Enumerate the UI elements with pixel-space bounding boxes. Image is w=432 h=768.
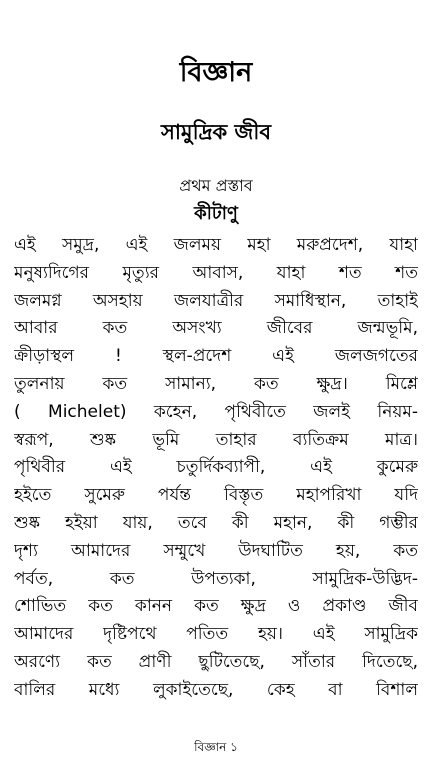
body-line: আবার কত অসংখ্য জীবের জন্মভূমি, [14,318,418,339]
body-line: স্বরূপ, শুষ্ক ভূমি তাহার ব্যতিক্রম মাত্র। [14,429,418,450]
section-title: কীটাণু [194,203,238,224]
body-line: এই সমুদ্র, এই জলময় মহা মরুপ্রদেশ, যাহা [14,235,418,255]
body-line: পর্বত, কত উপত্যকা, সামুদ্রিক-উদ্ভিদ- [14,568,418,589]
body-line: মনুষ্যদিগের মৃত্যুর আবাস, যাহা শত শত [14,262,418,283]
page-footer: বিজ্ঞান ১ [194,740,238,754]
body-paragraph [14,232,418,705]
body-line: ক্রীড়াস্থল ! স্থল-প্রদেশ এই জলজগতের [14,346,418,367]
body-line: অরণ্যে কত প্রাণী ছুটিতেছে, সাঁতার দিতেছে, [14,651,418,672]
body-line: তুলনায় কত সামান্য, কত ক্ষুদ্র। মিশ্লে [14,373,418,394]
body-line: জলমগ্ন অসহায় জলযাত্রীর সমাধিস্থান, তাহাই [14,290,418,311]
chapter-title: সামুদ্রিক জীব [160,120,272,144]
body-line: হইতে সুমেরু পর্যন্ত বিস্তৃত মহাপরিখা যদি [14,485,418,506]
section-label: প্রথম প্রস্তাব [179,176,253,195]
body-line: শুষ্ক হইয়া যায়, তবে কী মহান, কী গম্ভীর [14,512,418,533]
book-title: বিজ্ঞান [179,57,253,88]
body-line: আমাদের দৃষ্টিপথে পতিত হয়। এই সামুদ্রিক [14,624,418,645]
body-line: বালির মধ্যে লুকাইতেছে, কেহ বা বিশাল [14,679,418,700]
body-line: ( Michelet) কহেন, পৃথিবীতে জলই নিয়ম- [14,401,418,422]
body-line: শোভিত কত কানন কত ক্ষুদ্র ও প্রকাণ্ড জীব [14,596,418,617]
body-line: পৃথিবীর এই চতুর্দিকব্যাপী, এই কুমেরু [14,457,418,478]
body-line: দৃশ্য আমাদের সম্মুখে উদঘাটিত হয়, কত [14,540,418,561]
